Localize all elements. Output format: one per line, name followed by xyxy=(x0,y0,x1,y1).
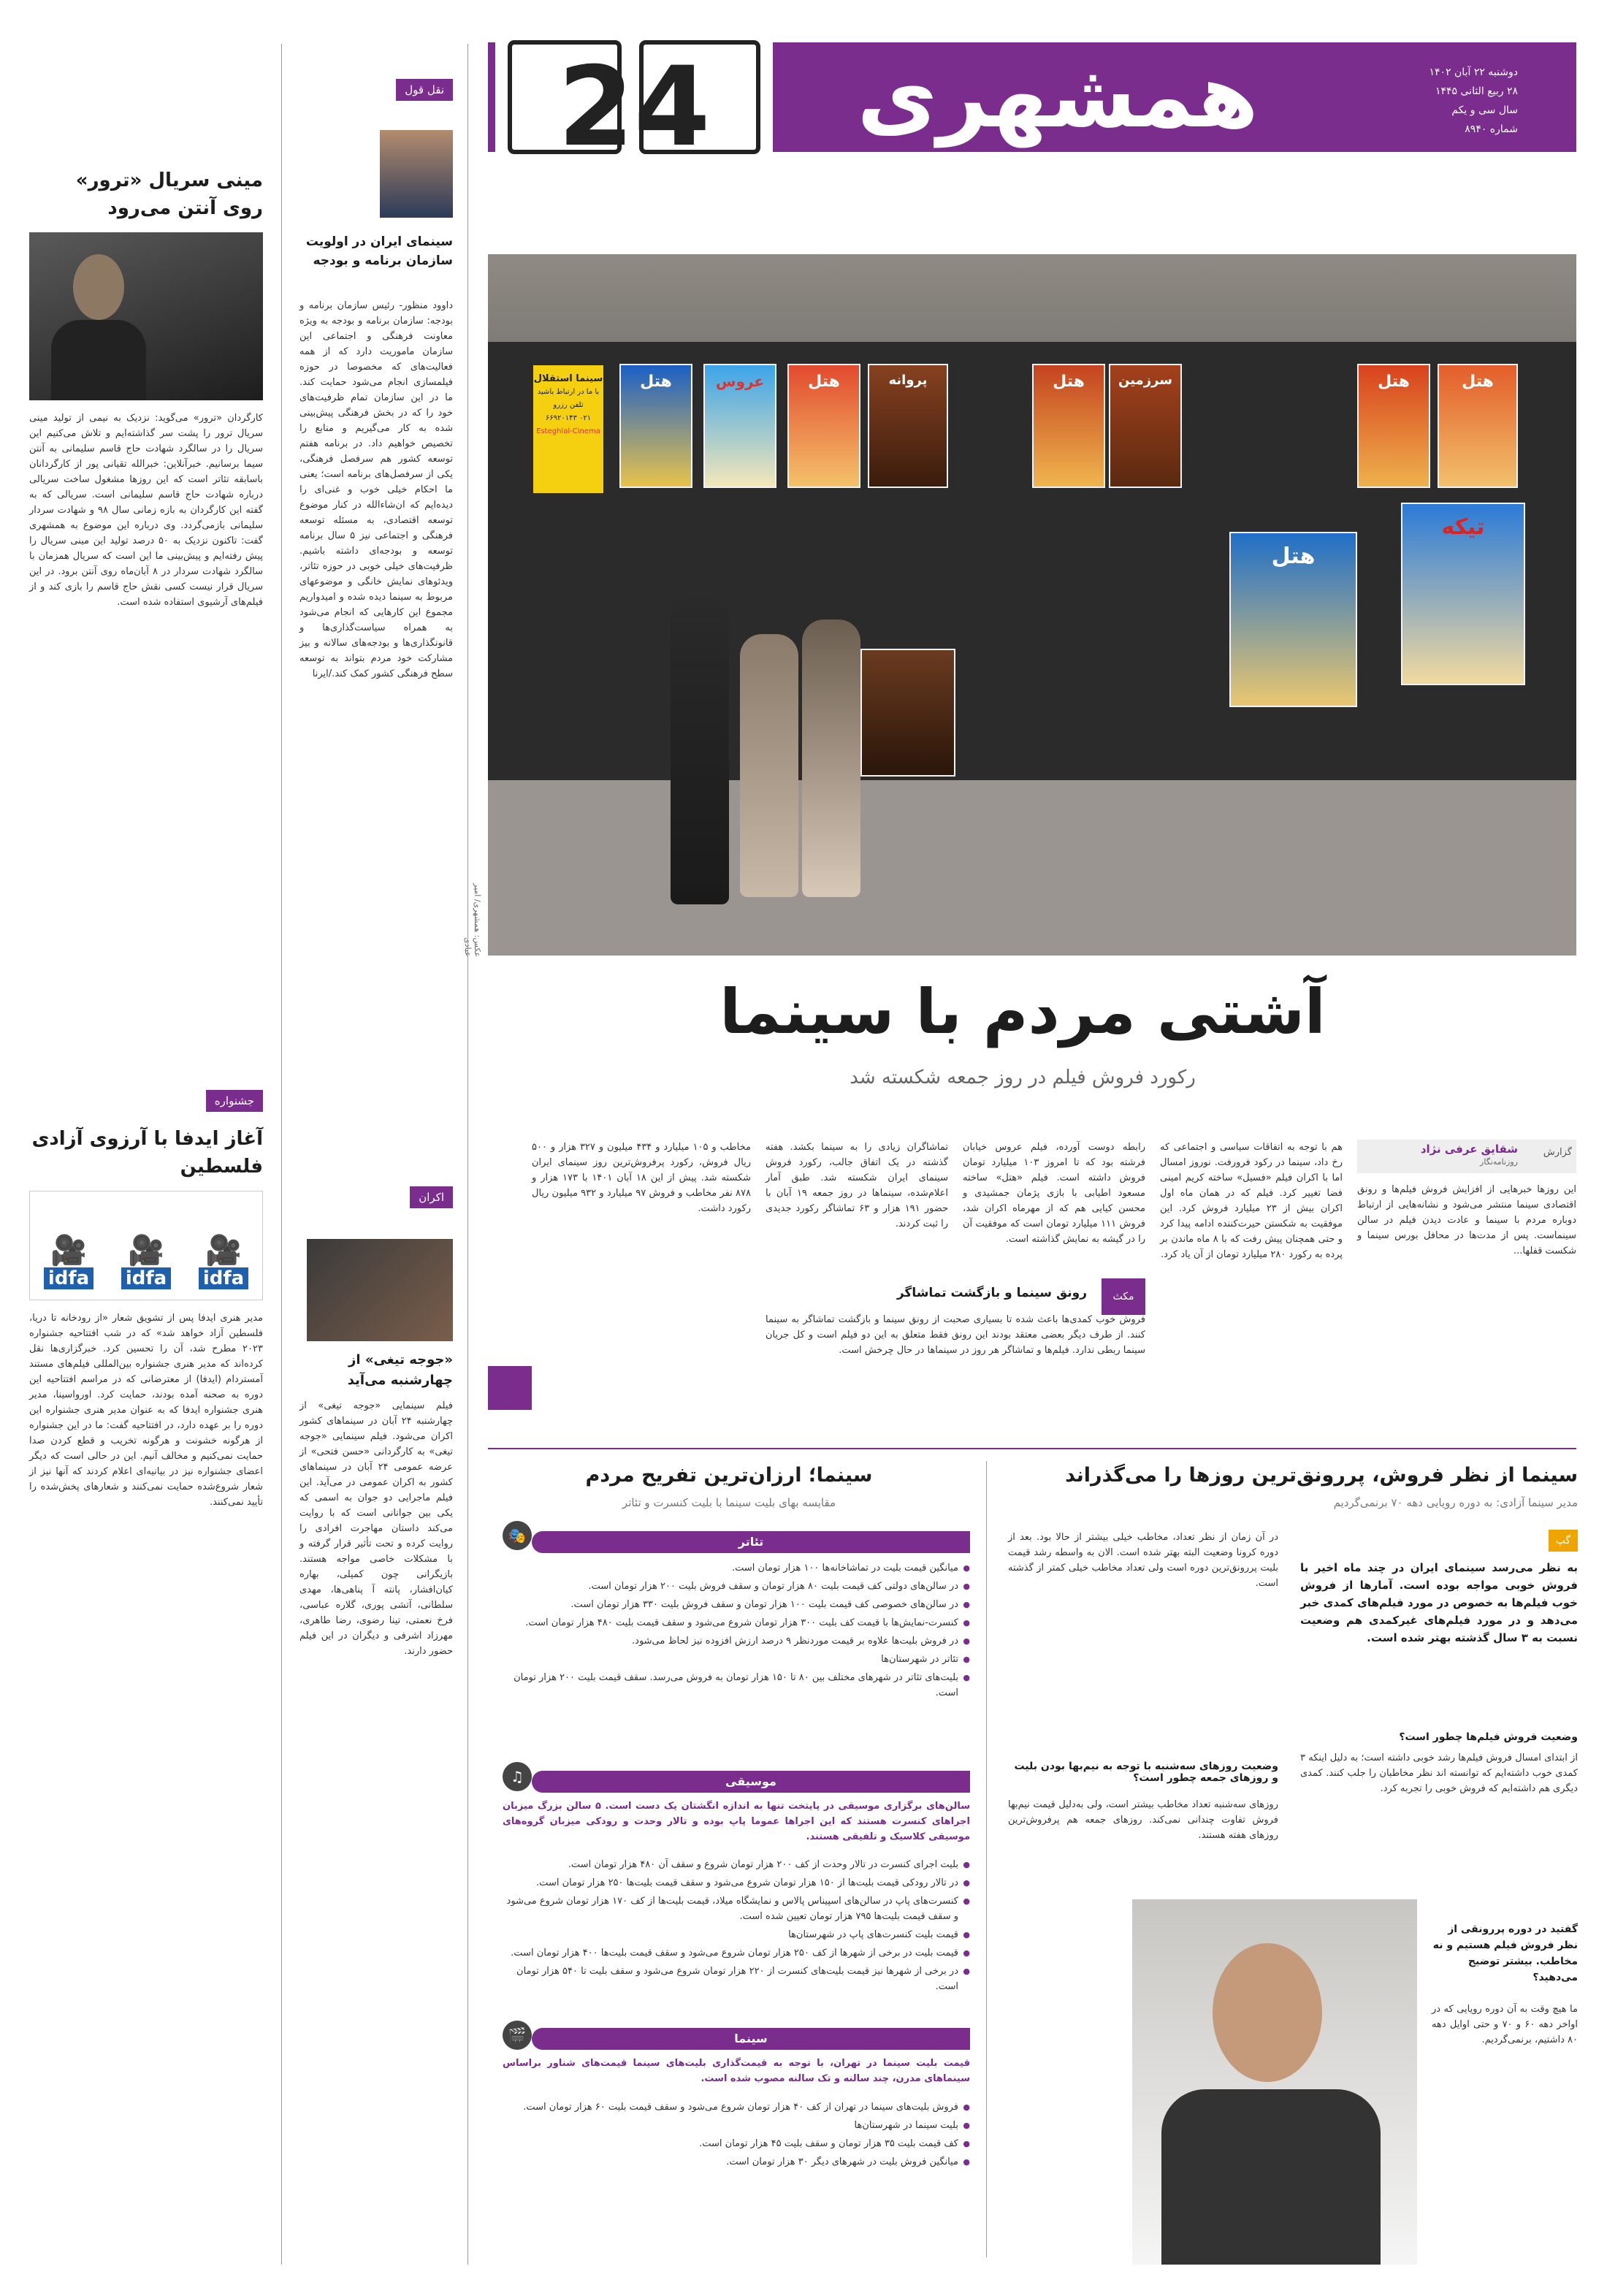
survey-q2: گفتید در دوره پررونقی از نظر فروش فیلم هستیم و نه مخاطب. بیشتر توضیح می‌دهید؟ xyxy=(1432,1923,1578,1983)
left-article-title: مینی سریال «ترور» روی آنتن می‌رود xyxy=(75,169,263,219)
left-article-photo xyxy=(29,232,263,400)
report-section xyxy=(488,1140,1576,1446)
person-figure xyxy=(740,634,798,897)
theater-item: ● در فروش بلیت‌ها علاوه بر قیمت موردنظر ۹ درصد ارزش افزوده نیز لحاظ می‌شود. xyxy=(503,1633,970,1649)
brand-name: همشهری xyxy=(857,46,1259,148)
cinema-sign-line: Esteghlal-Cinema xyxy=(536,427,600,435)
prices-section xyxy=(488,1461,970,2257)
brand-number: 24 xyxy=(557,44,711,171)
movie-poster xyxy=(860,649,955,777)
section-divider xyxy=(488,1448,1576,1449)
music-item: ● در برخی از شهرها نیز قیمت بلیت‌های کنسرت از ۲۲۰ هزار تومان شروع می‌شود و سقف بلیت تا ۵۴۰ هزار تومان است. xyxy=(503,1964,970,1994)
left-article-body: کارگردان «ترور» می‌گوید: نزدیک به نیمی از تولید مینی سریال ترور را پشت سر گذاشته‌ایم و تلاش می‌کنیم این سریال را در سالگرد شهادت حاج قاسم سلیمانی به آنتن سیما برسانیم. خبرآنلاین: خبرالله تقیانی پور از کارگردانان باسابقه تئاتر است که این روزها مشغول ساخت سریالی درباره شهادت حاج قاسم سلیمانی است. سریالی که به گفته این کارگردان به بازه زمانی سال ۹۸ و شهادت سردار سلیمانی بازمی‌گردد. وی درباره این موضوع به همشهری گفت: تاکنون نزدیک به ۵۰ درصد تولید این مینی سریال را پیش رفته‌ایم و پیش‌بینی ما این است که سریال همزمان با سالگرد شهادت سردار در ۸ آبان‌ماه روی آنتن برود. در این سریال قرار نیست کسی نقش حاج قاسم را بازی کند و از فیلم‌های آرشیوی استفاده شده است. xyxy=(26,413,264,608)
movie-poster: هتل xyxy=(1032,364,1105,488)
sidewalk xyxy=(488,780,1576,956)
report-subbody: فروش خوب کمدی‌ها باعث شده تا بسیاری صحبت از رونق سینما و بازگشت تماشاگر به سینما کنند. از طرف دیگر بعضی معتقد بودند این رونق فقط متعلق به این دو فیلم است و کل جریان سینما ربطی ندارد. فیلم‌ها و تماشاگر هر روز در سینماها در حال چرخش است. xyxy=(762,1314,1145,1356)
movie-poster: سرزمین xyxy=(1109,364,1182,488)
music-item: ● کنسرت‌های پاپ در سالن‌های اسپیناس پالاس و نمایشگاه میلاد، قیمت بلیت‌ها از کف ۱۷۰ هزار تومان شروع می‌شود و سقف قیمت بلیت‌ها ۷۹۵ هزار تومان تعیین شده است. xyxy=(503,1893,970,1924)
masthead-banner xyxy=(488,42,1576,171)
idfa-word: idfa xyxy=(121,1267,171,1289)
quote-photo xyxy=(380,130,453,218)
screening-tag: اکران xyxy=(410,1186,453,1208)
report-sidebar-label: مکث xyxy=(1102,1278,1145,1315)
quote-body: داوود منظور- رئیس سازمان برنامه و بودجه: سازمان برنامه و بودجه به ویژه معاونت فرهنگی و اجتماعی این سازمان ماموریت دارد که از همه فعالیت‌های که مخصوصا در حوزه فیلمسازی انجام می‌شود حمایت کند. ما در این سازمان تمام ظرفیت‌های خود را که در بخش فرهنگی پیش‌بینی شده به کار می‌گیریم و منابع را تخصیص خواهیم داد. در برنامه هفتم توسعه کشور هم سرفصل فرهنگی، یکی از سرفصل‌های برنامه است؛ یعنی ما احکام خیلی خوب و غنی‌ای را دیده‌ایم که ان‌شاءالله در کنار موضوع توسعه اقتصادی، به مسئله توسعه فرهنگی و اجتماعی نیز ۵ سال برنامه توسعه و بودجه‌ای داشته باشیم. ظرفیت‌های خیلی خوبی در حوزه تئاتر، ویدئوهای نمایش خانگی و موضوعهای مربوط به سینما دیده شده و امیدواریم مجموع این کارهایی که انجام می‌شود به همراه سیاست‌گذاری‌ها و قانونگذاری‌ها و بودجه‌های سالانه و بیز مشارکت خود مردم بتواند به توسعه سطح فرهنگی کشور کمک کند./ایرنا xyxy=(296,300,454,679)
idfa-word: idfa xyxy=(199,1267,248,1289)
report-col2: رابطه دوست آورده، فیلم عروس خیابان فرشته بود که تا امروز ۱۰۳ میلیارد تومان فروش داشته است. فیلم «هتل» ساخته مسعود اطیابی با بازی پژمان جمشیدی و محسن کیایی هم که از مهرماه اکران شد، فروش ۱۱۱ میلیارد تومان است که موفقیت آن را در گیشه به نمایش گذاشته است. xyxy=(959,1142,1145,1245)
cinema-sign-line: تلفن رزرو xyxy=(553,401,584,409)
theater-list xyxy=(503,1560,970,1704)
column-divider xyxy=(281,44,282,2265)
masthead-info xyxy=(1408,63,1518,139)
cinema-intro: قیمت بلیت سینما در تهران، با توجه به قیمت‌گذاری بلیت‌های سینما قیمت‌های شناور براساس سینماهای مدرن، چند سالنه و تک سالنه مصوب شده است. xyxy=(503,2058,970,2084)
cinema-item: ● بلیت سینما در شهرستان‌ها xyxy=(503,2118,970,2133)
music-item: ● قیمت بلیت در برخی از شهرها از کف ۲۵۰ هزار تومان شروع می‌شود و سقف قیمت بلیت‌ها ۴۰۰ هزار تومان است. xyxy=(503,1945,970,1961)
camera-icon: 🎥 xyxy=(128,1234,164,1267)
hero-title: آشتی مردم با سینما xyxy=(719,976,1326,1048)
year-label: سال سی و یکم xyxy=(1451,104,1518,116)
hero-photo xyxy=(488,254,1576,956)
movie-poster: عروس xyxy=(703,364,776,488)
survey-title: سینما از نظر فروش، پررونق‌ترین روزها را می‌گذراند xyxy=(1065,1464,1578,1487)
date-persian: دوشنبه ۲۲ آبان ۱۴۰۲ xyxy=(1429,66,1518,78)
photo-caption: عکس: همشهری/ امیر عبادی xyxy=(463,882,482,957)
report-subhead: رونق سینما و بازگشت تماشاگر xyxy=(896,1286,1087,1300)
music-item: ● قیمت بلیت کنسرت‌های پاپ در شهرستان‌ها xyxy=(503,1927,970,1942)
prices-title: سینما؛ ارزان‌ترین تفریح مردم xyxy=(585,1464,873,1487)
cinema-sign-line: با ما در ارتباط باشید xyxy=(537,388,600,396)
person-figure xyxy=(671,598,729,904)
cinema-item: ● فروش بلیت‌های سینما در تهران از کف ۴۰ هزار تومان شروع می‌شود و سقف قیمت بلیت ۶۰ هزار تومان است. xyxy=(503,2099,970,2115)
screening-title: «جوجه تیغی» از چهارشنبه می‌آید xyxy=(347,1352,453,1388)
report-square xyxy=(488,1366,532,1410)
movie-poster: هتل xyxy=(1357,364,1430,488)
survey-lead: به نظر می‌رسد سینمای ایران در چند ماه اخیر با فروش خوبی مواجه بوده است. آمارها از فروش خوب فیلم‌ها به خصوص در مورد فیلم‌های کمدی خبر می‌دهد و در مورد فیلم‌های غیرکمدی هم وضعیت نسبت به ۳ سال گذشته بهتر شده است. xyxy=(1300,1561,1578,1644)
movie-poster: هتل xyxy=(619,364,692,488)
theater-header: تئاتر xyxy=(532,1531,970,1553)
quote-title: سینمای ایران در اولویت سازمان برنامه و بودجه xyxy=(305,234,453,268)
cinema-icon: 🎬 xyxy=(503,2021,532,2050)
theater-item: ● در سالن‌های دولتی کف قیمت بلیت ۸۰ هزار تومان و سقف فروش بلیت ۲۰۰ هزار تومان است. xyxy=(503,1579,970,1594)
survey-col-b: در آن زمان از نظر تعداد، مخاطب خیلی بیشتر از حالا بود. بعد از دوره کرونا وضعیت البته بهتر شده است. الان به واسطه رشد قیمت بلیت پررونق‌ترین دوره است ولی تعداد مخاطب خیلی کمتر از گذشته است. xyxy=(1004,1532,1278,1589)
camera-icon: 🎥 xyxy=(205,1234,242,1267)
music-item: ● بلیت اجرای کنسرت در تالار وحدت از کف ۲۰۰ هزار تومان شروع و سقف آن ۴۸۰ هزار تومان است. xyxy=(503,1857,970,1872)
movie-poster: هتل xyxy=(1438,364,1518,488)
report-author-role: روزنامه‌نگار xyxy=(1480,1157,1518,1167)
music-icon: ♫ xyxy=(503,1762,532,1791)
cinema-sign xyxy=(533,365,603,493)
festival-title: آغاز ایدفا با آرزوی آزادی فلسطین xyxy=(31,1128,263,1178)
screening-body: فیلم سینمایی «جوجه تیغی» از چهارشنبه ۲۴ آبان در سینماهای کشور اکران می‌شود. فیلم سینمایی «جوجه تیغی» به کارگردانی «حسن فتحی» از عرضه عمومی ۲۴ آبان در سینماهای کشور به اکران عمومی در می‌آید. این فیلم ماجرایی دو جوان به اسمی که یکی بین جوانانی است که با روایت می‌کند داستان مهاجرت افرادی را روایت کرده و تحت تأثیر قرار گرفته و با مشکلات خاصی مواجه هستند. بازیگرانی چون کمیلی، بهاره کیان‌افشار، پانته آ پناهی‌ها، مهدی سلطانی، آتشی پوری، گلاره عباسی، فرخ نعمتی، تینا رضوی، رضا طاهری، مهرزاد اشرفی و دیگران در این فیلم حضور دارند. xyxy=(296,1400,453,1657)
issue-label: شماره ۸۹۴۰ xyxy=(1465,123,1518,135)
cinema-item: ● میانگین فروش بلیت در شهرهای دیگر ۳۰ هزار تومان است. xyxy=(503,2154,970,2170)
festival-body: مدیر هنری ایدفا پس از تشویق شعار «از رودخانه تا دریا، فلسطین آزاد خواهد شد» که در شب افتتاحیه جشنواره ۲۰۲۳ مطرح شد، آن را تحسین کرد. خبرگزاری‌ها نقل کرده‌اند که مدیر هنری جشنواره بین‌المللی فیلم‌های مستند آمستردام (ایدفا) از معترضانی که در مراسم افتتاحیه این دوره به صحنه آمده بودند، حمایت کرد. اورواسینا، مدیر هنری جشنواره ایدفا که به عنوان مدیر هنری جشنواره این دوره را بر عهده دارد، در افتتاحیه گفت: ما در این جشنواره از هرگونه خشونت و هرگونه تخریب و قطع کردن صدا حمایت نمی‌کنیم و مخالف آنیم. این در حالی است که دیگر اعضای جشنواره نیز در بیانیه‌ای اعلام کردند که آنها نیز از شعار شروع‌شده حمایت نمی‌کنند و شعارهای پخش‌شده را تأیید نمی‌کنند. xyxy=(26,1313,264,1508)
theater-icon: 🎭 xyxy=(503,1521,532,1550)
music-header: موسیقی xyxy=(532,1771,970,1793)
report-col4: مخاطب و ۱۰۵ میلیارد و ۴۳۴ میلیون و ۳۲۷ هزار و ۵۰۰ ریال فروش، رکورد پرفروش‌ترین روز سینمای ایران شکسته شد. پیش از این ۱۸ آبان ۱۴۰۱ با ۱۷۳ هزار و ۸۷۸ نفر مخاطب و فروش ۹۷ میلیارد و ۹۳۲ میلیون ریال رکورد داشت. xyxy=(528,1142,752,1214)
survey-a2: ما هیچ وقت به آن دوره رویایی که در اواخر دهه ۶۰ و ۷۰ و حتی اوایل دهه ۸۰ داشتیم، برنمی‌گردیم. xyxy=(1428,2004,1579,2045)
theater-item: ● کنسرت-نمایش‌ها با قیمت کف بلیت ۳۰۰ هزار تومان شروع می‌شود و سقف قیمت بلیت ۴۸۰ هزار تومان است. xyxy=(503,1615,970,1631)
theater-item: ● میانگین قیمت بلیت در تماشاخانه‌ها ۱۰۰ هزار تومان است. xyxy=(503,1560,970,1576)
column-divider xyxy=(467,44,468,2265)
hero-subtitle: رکورد فروش فیلم در روز جمعه شکسته شد xyxy=(850,1067,1196,1088)
movie-poster: هتل xyxy=(1229,532,1357,707)
music-list xyxy=(503,1857,970,1997)
theater-item: ● در سالن‌های خصوصی کف قیمت بلیت ۱۰۰ هزار تومان و سقف فروش بلیت ۳۳۰ هزار تومان است. xyxy=(503,1597,970,1612)
report-col3: تماشاگران زیادی را به سینما بکشد. هفته گذشته در یک اتفاق جالب، رکورد فروش سینمای ایران شکسته شد. طبق آمار اعلام‌شده، سینماها در روز جمعه ۱۹ آبان با حضور ۱۹۱ هزار و ۶۳ تماشاگر رکورد جدیدی را ثبت کردند. xyxy=(762,1142,949,1229)
quote-tag: نقل قول xyxy=(396,79,453,101)
column-divider xyxy=(986,1461,987,2257)
survey-q1: وضعیت فروش فیلم‌ها چطور است؟ xyxy=(1399,1731,1578,1743)
survey-section xyxy=(1001,1461,1578,2265)
theater-item: ● تئاتر در شهرستان‌ها xyxy=(503,1652,970,1667)
music-intro: سالن‌های برگزاری موسیقی در پایتخت تنها به اندازه انگشتان یک دست است. ۵ سالن بزرگ میزبان اجراهای کنسرت هستند که این اجراها عموما پاپ بوده و تالار وحدت و رودکی میزبان گروه‌های موسیقی کلاسیک و تلفیقی هستند. xyxy=(503,1801,971,1842)
chat-label: گپ xyxy=(1549,1530,1578,1552)
movie-poster: تیکه xyxy=(1401,503,1525,685)
theater-item: ● بلیت‌های تئاتر در شهرهای مختلف بین ۸۰ تا ۱۵۰ هزار تومان به فروش می‌رسد. سقف قیمت بلیت ۲۰۰ هزار تومان است. xyxy=(503,1670,970,1701)
cinema-list xyxy=(503,2099,970,2173)
survey-a1: از ابتدای امسال فروش فیلم‌ها رشد خوبی داشته است؛ به دلیل اینکه ۳ کمدی خوب داشته‌ایم که توانسته اند نظر مخاطبان را جلب کنند. کمدی دیگری هم داشته‌ایم که فروش خوبی را تجربه کرد. xyxy=(1297,1752,1578,1794)
interviewee-photo xyxy=(1132,1899,1417,2265)
cinema-header: سینما xyxy=(532,2028,970,2050)
prices-subtitle: مقایسه بهای بلیت سینما با بلیت کنسرت و تئاتر xyxy=(622,1496,836,1509)
survey-a3: روزهای سه‌شنبه تعداد مخاطب بیشتر است، ولی به‌دلیل قیمت نیم‌بها فروش تفاوت چندانی نمی‌کند. روزهای جمعه هم پرفروش‌ترین روزهای هفته هستند. xyxy=(1004,1799,1278,1841)
report-tag: گزارش xyxy=(1543,1147,1572,1158)
survey-subtitle: مدیر سینما آزادی: به دوره رویایی دهه ۷۰ برنمی‌گردیم xyxy=(1333,1496,1578,1509)
screening-photo xyxy=(307,1239,453,1341)
person-figure xyxy=(802,619,860,897)
festival-tag: جشنواره xyxy=(206,1090,263,1112)
movie-poster: پروانه xyxy=(868,364,948,488)
left-article xyxy=(26,167,264,1039)
report-tag-box xyxy=(1357,1140,1576,1173)
date-hijri: ۲۸ ربیع الثانی ۱۴۴۵ xyxy=(1435,85,1518,97)
report-col1: هم با توجه به اتفاقات سیاسی و اجتماعی که رخ داد، سینما در رکود فرورفت. نوروز امسال اما با اکران فیلم «فسیل» ساخته کریم امینی فضا تغییر کرد. فیلم که در همان ماه اول اکران بیش از ۲۳ میلیارد فروش کرد. این موفقیت به شکستن حیرت‌کننده ادامه پیدا کرد و حتی همچنان پیش رفت که با ۸ ماه ماندن بر پرده به رکورد ۲۸۰ میلیارد تومان از آن یاد کرد. xyxy=(1156,1142,1343,1260)
idfa-logo xyxy=(29,1191,263,1300)
cinema-item: ● کف قیمت بلیت ۳۵ هزار تومان و سقف بلیت ۴۵ هزار تومان است. xyxy=(503,2136,970,2151)
cinema-sign-line: ۰۲۱ ۶۶۹۲۰۱۴۳ xyxy=(545,414,592,422)
festival-section xyxy=(26,1090,264,2260)
cinema-sign-title: سینما استقلال xyxy=(533,373,603,384)
report-author: شقایق عرفی نژاد xyxy=(1420,1143,1518,1156)
camera-icon: 🎥 xyxy=(50,1234,87,1267)
idfa-word: idfa xyxy=(44,1267,93,1289)
music-item: ● در تالار رودکی قیمت بلیت‌ها از ۱۵۰ هزار تومان شروع می‌شود و سقف قیمت بلیت‌ها ۲۵۰ هزار تومان است. xyxy=(503,1875,970,1891)
film-strip-graphic xyxy=(495,35,773,171)
movie-poster: هتل xyxy=(787,364,860,488)
report-lead: این روزها خبرهایی از افزایش فروش فیلم‌ها و رونق اقتصادی سینما منتشر می‌شود و نشانه‌هایی از ارتباط دوباره مردم با سینما و عادت دیدن فیلم در سالن سینماست. پس از مدت‌ها در محافل بورس سینما و شکست قفلها... xyxy=(1354,1184,1577,1256)
survey-q3: وضعیت روزهای سه‌شنبه با توجه به نیم‌بها بودن بلیت و روزهای جمعه چطور است؟ xyxy=(1014,1761,1278,1784)
